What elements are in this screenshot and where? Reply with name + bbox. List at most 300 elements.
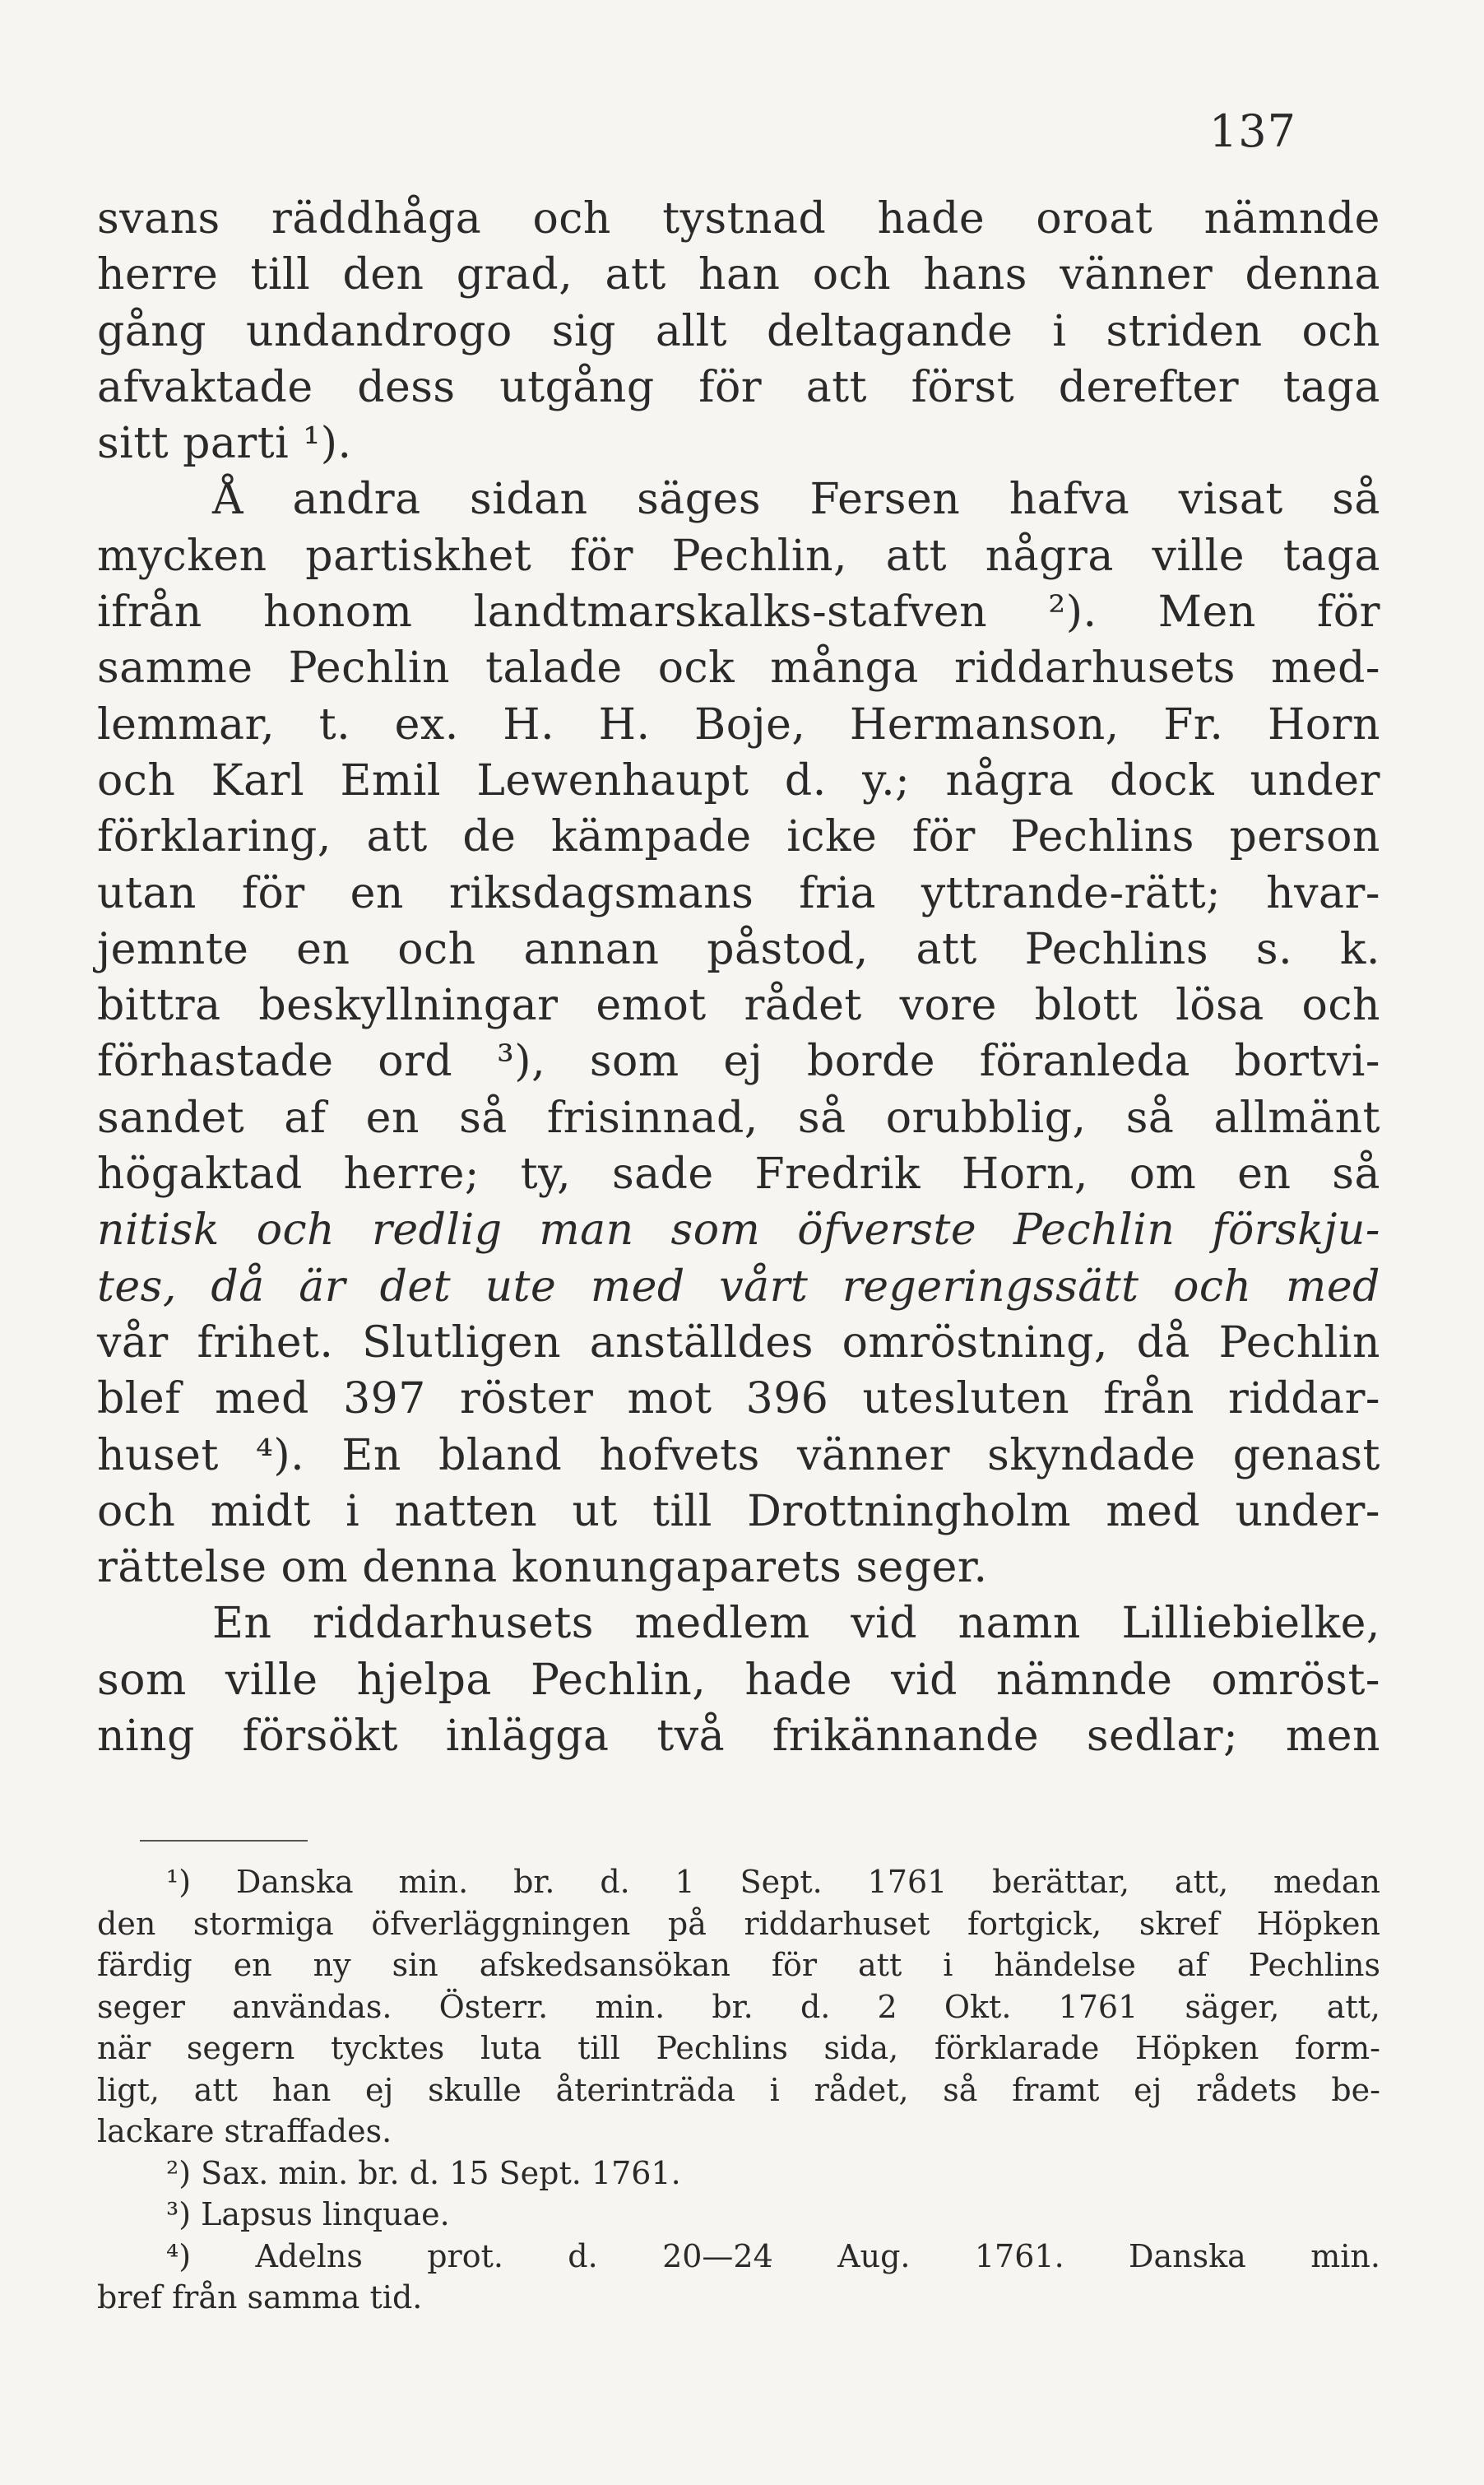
word: fria [799, 868, 876, 918]
word: medlem [634, 1599, 810, 1649]
text-line [97, 1090, 1380, 1146]
word: ord [378, 1037, 453, 1087]
word: Danska [235, 1864, 354, 1900]
word: Adelns [255, 2237, 363, 2274]
word: anställdes [589, 1317, 814, 1368]
word: namn [958, 1599, 1081, 1649]
word: han [271, 2071, 332, 2108]
word: min. [398, 1864, 469, 1900]
word: i [345, 1486, 360, 1536]
word: borde [806, 1037, 935, 1087]
word: taga [1282, 531, 1380, 581]
word: genast [1232, 1430, 1380, 1480]
word: blott [1034, 981, 1139, 1031]
word: hade [744, 1655, 852, 1705]
word: en [233, 1947, 272, 1983]
word: Pechlins [656, 2030, 788, 2066]
word: landtmarskalks-stafven [473, 588, 988, 638]
word: afskedsansökan [479, 1947, 730, 1983]
word: riddarhusets [953, 643, 1236, 694]
word: dock [1109, 755, 1215, 806]
word: att [885, 531, 947, 581]
word: i [769, 2071, 780, 2108]
word: vårt [719, 1261, 809, 1312]
word: Karl [211, 755, 305, 806]
word: 1761. [974, 2237, 1064, 2274]
word: att [366, 812, 428, 862]
word: hofvets [599, 1430, 760, 1480]
word: till [250, 250, 311, 300]
word: ³), [496, 1037, 546, 1087]
footnote-line [97, 2069, 1380, 2111]
word: honom [262, 588, 413, 638]
word: att [858, 1947, 902, 1983]
word: H. [503, 699, 555, 750]
word: lösa [1176, 981, 1264, 1031]
word: framt [1012, 2071, 1100, 2108]
text-line: rättelse om denna konungaparets seger. [97, 1543, 988, 1593]
footnote-line: lackare straffades. [97, 2113, 392, 2149]
word: användas. [232, 1988, 392, 2025]
text-line [97, 1428, 1380, 1484]
word: 20—24 [662, 2237, 773, 2274]
footnote-line: ³) Lapsus linquae. [166, 2196, 450, 2232]
word: till [652, 1486, 712, 1536]
word: icke [786, 812, 878, 862]
word: d. [568, 2237, 598, 2274]
word: d. [800, 1988, 831, 2025]
word: så [1332, 475, 1380, 525]
word: 396 [745, 1374, 829, 1424]
word: blef [97, 1374, 181, 1424]
word: Höpken [1135, 2030, 1259, 2066]
word: sig [551, 306, 616, 356]
word: när [97, 2030, 151, 2066]
text-line [97, 1146, 1380, 1202]
word: Pechlin [1013, 1205, 1176, 1256]
word: för [1317, 588, 1380, 638]
word: hade [877, 194, 985, 244]
word: riddarhuset [744, 1905, 930, 1942]
text-line [97, 978, 1380, 1033]
word: att [805, 362, 868, 412]
word: grad, [456, 250, 573, 300]
word: Slutligen [362, 1317, 562, 1368]
word: ⁴) [166, 2237, 192, 2274]
word: säger, [1185, 1988, 1280, 2025]
word: under [1250, 755, 1380, 806]
word: som [589, 1037, 679, 1087]
word: Pechlin, [531, 1655, 707, 1705]
footnote-line: ²) Sax. min. br. d. 15 Sept. 1761. [166, 2154, 681, 2191]
word: Danska [1129, 2237, 1246, 2274]
word: Pechlins [1024, 924, 1209, 974]
text-line [97, 247, 1380, 303]
word: utgång [499, 362, 655, 412]
text-line [97, 697, 1380, 753]
word: de [462, 812, 517, 862]
word: lemmar, [97, 699, 276, 750]
word: visat [1178, 475, 1283, 525]
word: nämnde [1203, 194, 1380, 244]
word: riddarhusets [313, 1599, 594, 1649]
text-line [97, 528, 1380, 584]
word: ute [485, 1261, 557, 1312]
word: andra [292, 475, 421, 525]
word: en [350, 868, 404, 918]
text-line [97, 866, 1380, 922]
word: br. [513, 1864, 555, 1900]
word: br. [712, 1988, 754, 2025]
word: deltagande [766, 306, 1013, 356]
word: och [97, 1486, 176, 1536]
word: En [212, 1599, 272, 1649]
word: omröst- [1211, 1655, 1380, 1705]
word: Fersen [809, 475, 961, 525]
word: att, [1174, 1864, 1229, 1900]
word: denna [1245, 250, 1380, 300]
word: person [1229, 812, 1380, 862]
word: utan [97, 868, 197, 918]
word: först [911, 362, 1015, 412]
word: händelse [994, 1947, 1136, 1983]
word: är [299, 1261, 346, 1312]
word: så [943, 2071, 978, 2108]
word: hafva [1009, 475, 1130, 525]
word: rådets [1196, 2071, 1297, 2108]
word: bortvi- [1234, 1037, 1380, 1087]
word: färdig [97, 1947, 192, 1983]
word: regeringssätt [842, 1261, 1139, 1312]
word: nämnde [996, 1655, 1173, 1705]
word: han [698, 250, 781, 300]
word: att [916, 924, 977, 974]
word: En [341, 1430, 401, 1480]
word: form- [1295, 2030, 1380, 2066]
word: rådet, [814, 2071, 909, 2108]
word: så [459, 1093, 508, 1143]
word: röster [459, 1374, 594, 1424]
word: vore [899, 981, 997, 1031]
word: med- [1271, 643, 1380, 694]
word: och [256, 1205, 336, 1256]
word: gång [97, 306, 207, 356]
word: bittra [97, 981, 221, 1031]
word: be- [1331, 2071, 1380, 2108]
word: ej [365, 2071, 394, 2108]
word: förklarade [934, 2030, 1100, 2066]
word: segern [186, 2030, 295, 2066]
word: berättar, [992, 1864, 1130, 1900]
word: Fredrik [754, 1150, 921, 1200]
word: ²). [1048, 588, 1097, 638]
word: luta [480, 2030, 542, 2066]
word: några [985, 531, 1114, 581]
text-line [97, 1259, 1380, 1315]
word: midt [210, 1486, 311, 1536]
word: hvar- [1266, 868, 1380, 918]
word: vänner [1060, 250, 1213, 300]
word: ⁴). [256, 1430, 305, 1480]
word: man [539, 1205, 634, 1256]
word: derefter [1058, 362, 1240, 412]
word: medan [1273, 1864, 1380, 1900]
word: som [97, 1655, 187, 1705]
text-line [97, 809, 1380, 865]
word: återinträda [555, 2071, 735, 2108]
word: af [284, 1093, 327, 1143]
word: hans [923, 250, 1027, 300]
word: då [1136, 1317, 1190, 1368]
word: Emil [340, 755, 441, 806]
word: min. [1310, 2237, 1380, 2274]
word: den [342, 250, 424, 300]
word: Å [212, 475, 244, 525]
word: Österr. [438, 1988, 549, 2025]
text-line [97, 1315, 1380, 1371]
word: min. [595, 1988, 665, 2025]
word: men [1285, 1712, 1380, 1762]
text-line [97, 584, 1380, 640]
word: säges [637, 475, 762, 525]
word: för [911, 812, 976, 862]
word: högaktad [97, 1150, 303, 1200]
word: Fr. [1163, 699, 1224, 750]
word: för [698, 362, 763, 412]
word: jemnte [97, 924, 249, 974]
word: ville [1152, 531, 1245, 581]
word: att [193, 2071, 238, 2108]
word: vår [97, 1317, 169, 1368]
text-line [97, 1033, 1380, 1089]
word: hjelpa [356, 1655, 492, 1705]
word: ut [572, 1486, 618, 1536]
word: och [97, 755, 176, 806]
word: förhastade [97, 1037, 334, 1087]
word: omröstning, [842, 1317, 1108, 1368]
word: att, [1326, 1988, 1380, 2025]
word: ifrån [97, 588, 202, 638]
word: undandrogo [246, 306, 512, 356]
word: ning [97, 1712, 195, 1762]
word: vid [891, 1655, 958, 1705]
word: en [1237, 1150, 1292, 1200]
word: striden [1106, 306, 1263, 356]
word: försökt [242, 1712, 398, 1762]
word: fortgick, [967, 1905, 1102, 1942]
text-line [97, 1652, 1380, 1708]
word: Aug. [837, 2237, 911, 2274]
footnote-line [97, 1986, 1380, 2028]
word: öfverste [797, 1205, 977, 1256]
word: Lilliebielke, [1121, 1599, 1380, 1649]
word: i [1052, 306, 1067, 356]
word: frikännande [772, 1712, 1040, 1762]
word: Horn [1267, 699, 1380, 750]
footnote-line [97, 2027, 1380, 2069]
word: sade [611, 1150, 714, 1200]
word: af [1176, 1947, 1208, 1983]
word: inlägga [445, 1712, 610, 1762]
word: mycken [97, 531, 267, 581]
word: med [1106, 1486, 1201, 1536]
word: 2 [877, 1988, 897, 2025]
word: tes, [97, 1261, 177, 1312]
word: tycktes [331, 2030, 445, 2066]
word: en [296, 924, 350, 974]
word: två [656, 1712, 726, 1762]
text-line [97, 1484, 1380, 1540]
word: dess [357, 362, 456, 412]
word: till [577, 2030, 620, 2066]
word: Horn, [961, 1150, 1088, 1200]
word: sidan [470, 475, 588, 525]
text-line [97, 304, 1380, 360]
text-line [97, 1202, 1380, 1258]
word: ville [225, 1655, 318, 1705]
word: och [812, 250, 892, 300]
word: riddar- [1228, 1374, 1380, 1424]
word: beskyllningar [258, 981, 559, 1031]
word: frihet. [197, 1317, 334, 1368]
word: rådet [744, 981, 862, 1031]
word: d. [784, 755, 827, 806]
word: natten [394, 1486, 538, 1536]
text-line [97, 1708, 1380, 1764]
text-line [97, 1371, 1380, 1427]
word: för [241, 868, 305, 918]
word: ¹) [166, 1864, 192, 1900]
text-line [97, 922, 1380, 978]
word: mot [627, 1374, 712, 1424]
word: och [1173, 1261, 1252, 1312]
word: kämpade [551, 812, 752, 862]
word: Pechlin [288, 643, 450, 694]
text-line [97, 640, 1380, 696]
word: yttrande-rätt; [921, 868, 1222, 918]
word: en [365, 1093, 420, 1143]
word: sedlar; [1086, 1712, 1239, 1762]
word: 1761 [1058, 1988, 1139, 2025]
word: ock [657, 643, 735, 694]
word: ny [313, 1947, 351, 1983]
word: förskju- [1212, 1205, 1380, 1256]
word: Okt. [944, 1988, 1012, 2025]
word: om [1129, 1150, 1197, 1200]
word: Sept. [740, 1864, 823, 1900]
word: oroat [1036, 194, 1153, 244]
word: k. [1339, 924, 1380, 974]
word: vid [851, 1599, 918, 1649]
word: seger [97, 1988, 185, 2025]
page-number: 137 [1208, 105, 1296, 157]
word: ex. [394, 699, 459, 750]
word: och [1301, 981, 1380, 1031]
word: med [590, 1261, 685, 1312]
word: allt [655, 306, 728, 356]
text-line [97, 360, 1380, 416]
word: skref [1139, 1905, 1220, 1942]
body-text [97, 191, 1380, 1764]
word: partiskhet [305, 531, 532, 581]
word: under- [1235, 1486, 1380, 1536]
word: H. [598, 699, 651, 750]
word: tystnad [662, 194, 827, 244]
word: afvaktade [97, 362, 313, 412]
word: många [770, 643, 919, 694]
word: herre [97, 250, 219, 300]
word: orubblig, [885, 1093, 1087, 1143]
word: skyndade [987, 1430, 1196, 1480]
word: 1 [675, 1864, 695, 1900]
word: stormiga [192, 1905, 334, 1942]
word: den [97, 1905, 156, 1942]
word: då [211, 1261, 265, 1312]
word: y.; [862, 755, 911, 806]
footnote-line [97, 1944, 1380, 1986]
word: Lewenhaupt [476, 755, 749, 806]
word: på [667, 1905, 707, 1942]
word: skulle [428, 2071, 522, 2108]
word: och [532, 194, 611, 244]
word: prot. [427, 2237, 503, 2274]
word: och [1301, 306, 1380, 356]
word: som [670, 1205, 761, 1256]
word: riksdagsmans [448, 868, 754, 918]
word: med [215, 1374, 309, 1424]
word: t. [318, 699, 351, 750]
word: annan [523, 924, 660, 974]
word: att [605, 250, 666, 300]
footnote-line [97, 1861, 1380, 1903]
word: Pechlin, [671, 531, 847, 581]
word: s. [1255, 924, 1293, 974]
footnote-line: bref från samma tid. [97, 2279, 423, 2315]
footnotes [97, 1861, 1380, 2319]
text-line [97, 753, 1380, 809]
word: Pechlins [1248, 1947, 1380, 1983]
word: redlig [372, 1205, 503, 1256]
word: d. [600, 1864, 630, 1900]
word: Hermanson, [849, 699, 1120, 750]
word: vänner [796, 1430, 950, 1480]
text-line [97, 191, 1380, 247]
word: påstod, [707, 924, 869, 974]
word: räddhåga [271, 194, 482, 244]
word: sandet [97, 1093, 245, 1143]
word: så [797, 1093, 846, 1143]
text-line [97, 471, 1380, 527]
word: så [1125, 1093, 1175, 1143]
word: för [570, 531, 633, 581]
word: nitisk [97, 1205, 220, 1256]
word: talade [485, 643, 623, 694]
text-line [97, 1596, 1380, 1651]
word: Men [1157, 588, 1256, 638]
word: emot [596, 981, 707, 1031]
word: Boje, [693, 699, 806, 750]
word: herre; [343, 1150, 480, 1200]
word: frisinnad, [546, 1093, 758, 1143]
text-line: sitt parti ¹). [97, 419, 352, 469]
word: Höpken [1256, 1905, 1380, 1942]
word: några [945, 755, 1074, 806]
word: så [1332, 1150, 1380, 1200]
footnote-line [97, 2236, 1380, 2278]
word: från [1103, 1374, 1194, 1424]
word: samme [97, 643, 253, 694]
word: öfverläggningen [371, 1905, 631, 1942]
